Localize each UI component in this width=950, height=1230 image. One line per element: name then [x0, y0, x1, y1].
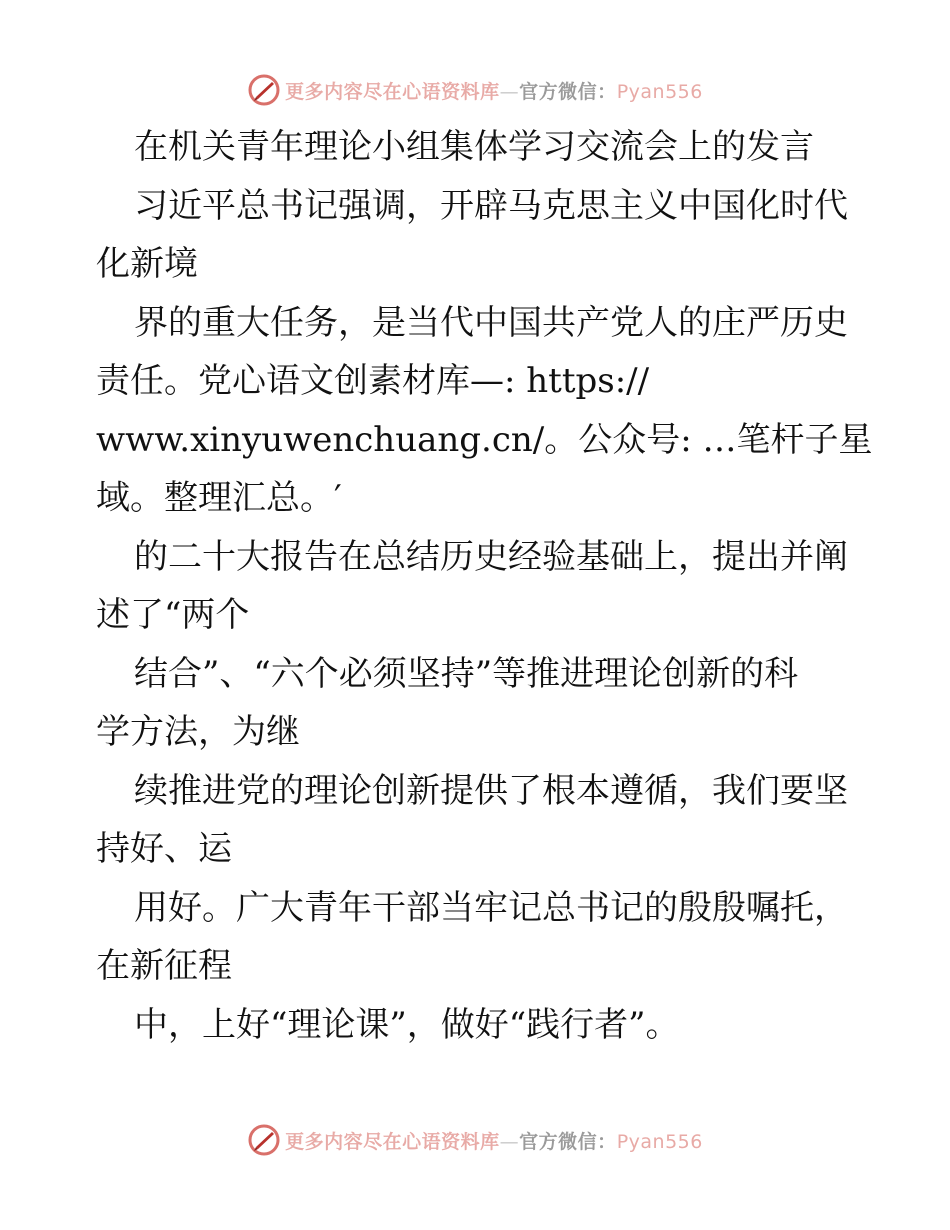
pen-logo-icon	[247, 73, 281, 107]
text-line: 的二十大报告在总结历史经验基础上，提出并阐	[134, 536, 848, 577]
header-watermark	[0, 70, 950, 110]
text-line: 用好。广大青年干部当牢记总书记的殷殷嘱托，	[134, 887, 848, 928]
text-line: 中，上好“理论课”，做好“践行者”。	[134, 1004, 680, 1045]
pen-logo-icon	[247, 1123, 281, 1157]
document-title: 在机关青年理论小组集体学习交流会上的发言	[134, 127, 814, 167]
watermark-text: 更多内容尽在心语资料库—官方微信：Pyan556	[285, 80, 703, 103]
text-line: 化新境	[96, 244, 198, 284]
text-line: 学方法，为继	[96, 712, 300, 752]
text-line: 续推进党的理论创新提供了根本遵循，我们要坚	[134, 770, 848, 811]
text-line: 持好、运	[96, 829, 232, 869]
text-line: 界的重大任务，是当代中国共产党人的庄严历史	[134, 302, 848, 343]
text-line: 习近平总书记强调，开辟马克思主义中国化时代	[134, 185, 848, 226]
text-line: www.xinyuwenchuang.cn/。公众号: …笔杆子星	[96, 419, 873, 460]
text-line: 结合”、“六个必须坚持”等推进理论创新的科	[134, 653, 799, 694]
text-line: 在新征程	[96, 946, 232, 986]
text-line: 述了“两个	[96, 595, 250, 635]
text-line: 责任。党心语文创素材库—: https://	[96, 361, 650, 401]
watermark-text: 更多内容尽在心语资料库—官方微信：Pyan556	[285, 1130, 703, 1153]
text-line: 域。整理汇总。′	[96, 478, 342, 518]
document-body	[96, 118, 873, 1054]
footer-watermark	[0, 1120, 950, 1160]
